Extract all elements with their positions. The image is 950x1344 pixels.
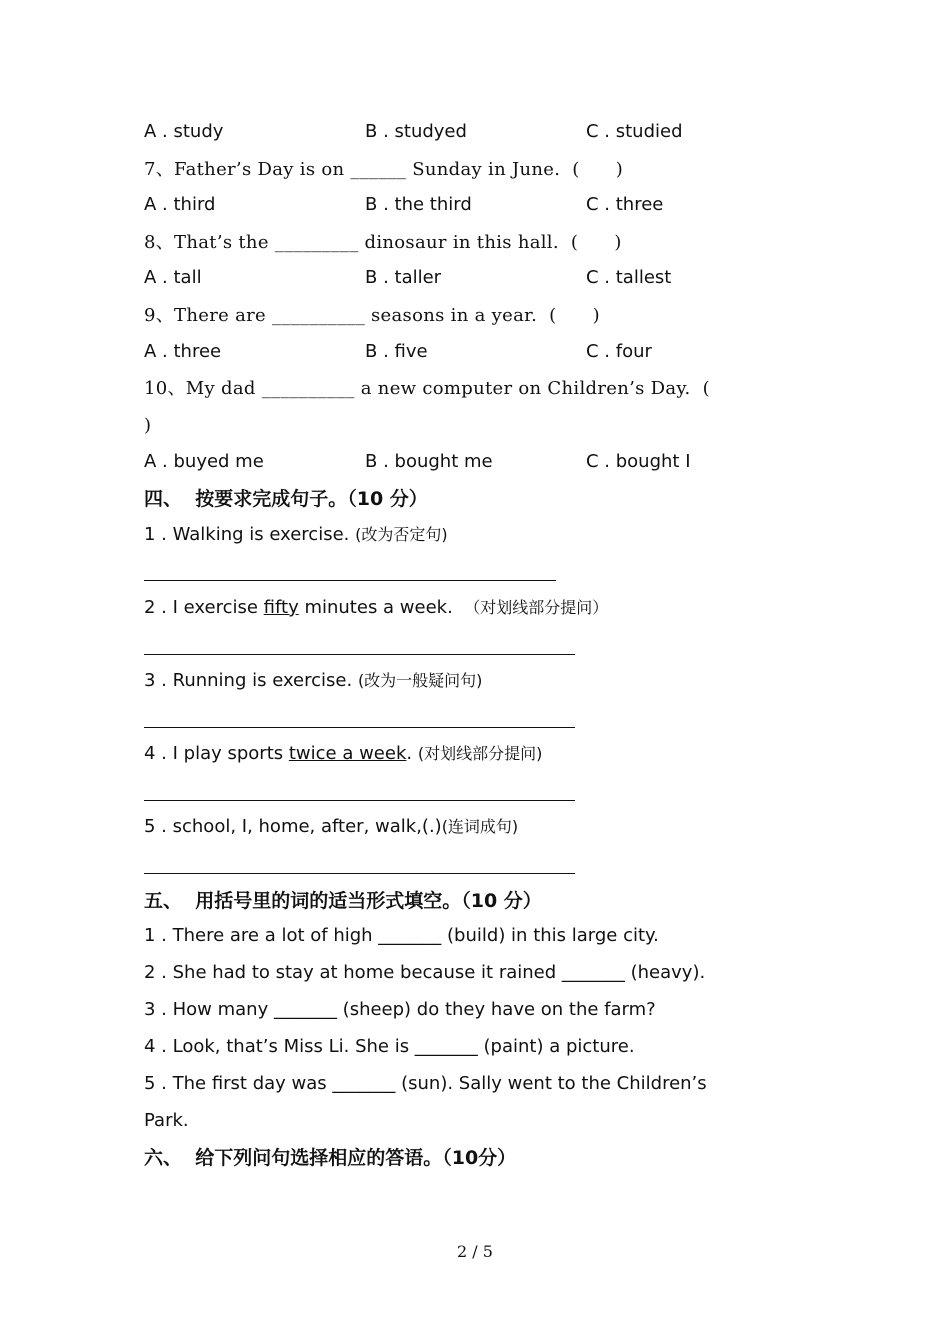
q7-option-a: A . third <box>144 194 216 215</box>
q6-option-a: A . study <box>144 121 224 142</box>
s5-item-1: 1 . There are a lot of high _______ (build) in this large city. <box>144 925 659 946</box>
q7-option-c: C . three <box>586 194 664 215</box>
s4-sentence-4: 4 . I play sports twice a week. (对划线部分提问) <box>144 743 543 764</box>
answer-line-4 <box>144 800 575 801</box>
s4-sentence-2: 2 . I exercise fifty minutes a week. （对划线部分提问） <box>144 597 609 618</box>
section5-heading: 五、 用括号里的词的适当形式填空。（10 分） <box>144 890 542 912</box>
s4-sentence-5: 5 . school, I, home, after, walk,(.)(连词成句) <box>144 816 519 837</box>
q9-option-b: B . five <box>365 341 428 362</box>
answer-line-2 <box>144 654 575 655</box>
s5-item-3: 3 . How many _______ (sheep) do they have on the farm? <box>144 999 656 1020</box>
q10-stem-continuation: ) <box>144 415 152 436</box>
section6-heading: 六、 给下列问句选择相应的答语。（10分） <box>144 1147 517 1169</box>
q10-stem: 10、My dad __________ a new computer on Children’s Day. ( <box>144 378 710 399</box>
s5-item-5: 5 . The first day was _______ (sun). Sally went to the Children’s <box>144 1073 707 1094</box>
s4-sentence-1: 1 . Walking is exercise. (改为否定句) <box>144 524 448 545</box>
q9-option-a: A . three <box>144 341 222 362</box>
q10-option-c: C . bought I <box>586 451 691 472</box>
q8-option-c: C . tallest <box>586 267 672 288</box>
s4-sentence-3: 3 . Running is exercise. (改为一般疑问句) <box>144 670 483 691</box>
section4-heading: 四、 按要求完成句子。（10 分） <box>144 488 428 510</box>
q8-stem: 8、That’s the _________ dinosaur in this hall. ( ) <box>144 232 622 253</box>
q10-option-a: A . buyed me <box>144 451 264 472</box>
s5-item-5-continuation: Park. <box>144 1110 189 1131</box>
q6-option-b: B . studyed <box>365 121 467 142</box>
q7-stem: 7、Father’s Day is on ______ Sunday in June. ( ) <box>144 159 624 180</box>
q8-option-a: A . tall <box>144 267 202 288</box>
s5-item-4: 4 . Look, that’s Miss Li. She is _______ (paint) a picture. <box>144 1036 635 1057</box>
answer-line-1 <box>144 580 556 581</box>
answer-line-5 <box>144 873 575 874</box>
page-number: 2 / 5 <box>457 1242 493 1261</box>
q8-option-b: B . taller <box>365 267 442 288</box>
q7-option-b: B . the third <box>365 194 472 215</box>
q6-option-c: C . studied <box>586 121 683 142</box>
q10-option-b: B . bought me <box>365 451 493 472</box>
s5-item-2: 2 . She had to stay at home because it rained _______ (heavy). <box>144 962 706 983</box>
q9-stem: 9、There are __________ seasons in a year. ( ) <box>144 305 600 326</box>
answer-line-3 <box>144 727 575 728</box>
q9-option-c: C . four <box>586 341 652 362</box>
